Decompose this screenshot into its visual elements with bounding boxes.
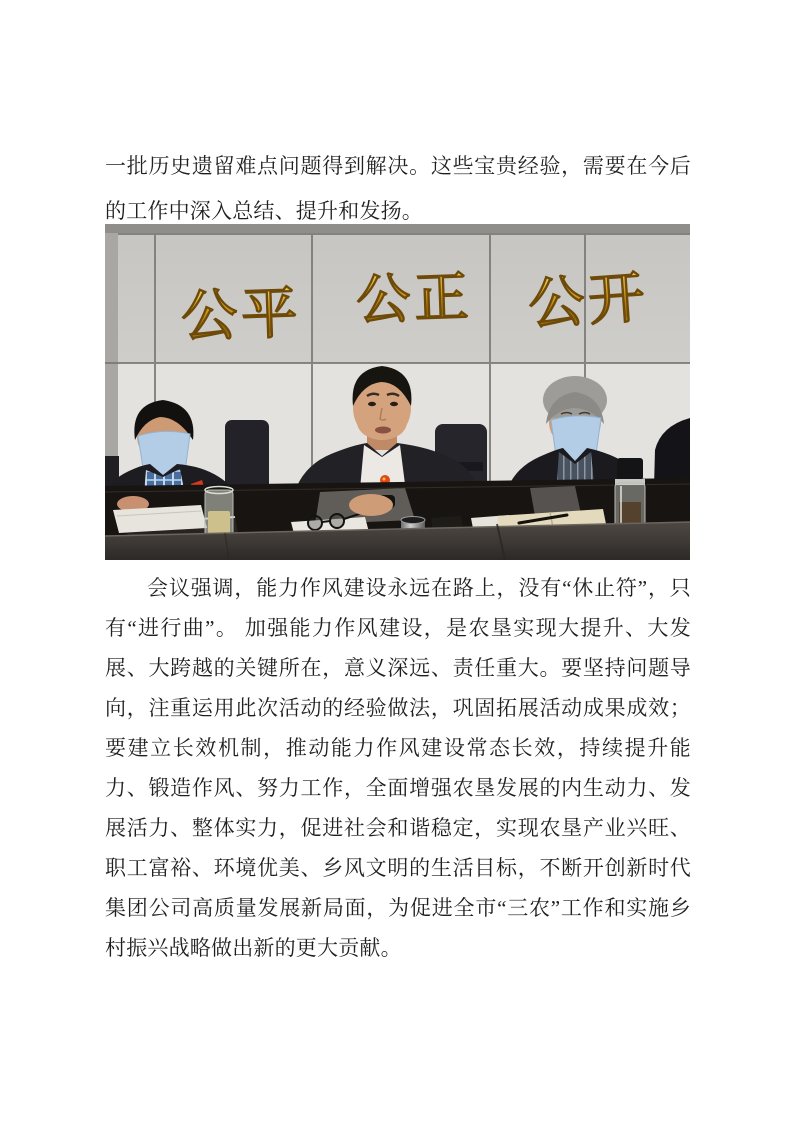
meeting-photo-canvas (105, 224, 690, 560)
meeting-photo (105, 224, 690, 560)
paragraph-bottom: 会议强调，能力作风建设永远在路上，没有“休止符”，只有“进行曲”。 加强能力作风建设，是农垦实现大提升、大发展、大跨越的关键所在，意义深远、责任重大。要坚持问题导向，注重运用此次活动的经验做法，巩固拓展活动成果成效；要建立长效机制，推动能力作风建设常态长效，持续提升能力、锻造作风、努力工作，全面增强农垦发展的内生动力、发展活力、整体实力，促进社会和谐稳定，实现农垦产业兴旺、职工富裕、环境优美、乡风文明的生活目标，不断开创新时代集团公司高质量发展新局面，为促进全市“三农”工作和实施乡村振兴战略做出新的更大贡献。 (105, 576, 691, 960)
banner-word-openness: 公开 (526, 266, 651, 337)
paragraph-top: 一批历史遗留难点问题得到解决。这些宝贵经验，需要在今后的工作中深入总结、提升和发扬。 (105, 154, 691, 223)
left-papers (113, 505, 207, 533)
middle-hands (349, 494, 393, 516)
middle-mouth (375, 427, 391, 434)
banner-word-justice: 公正 (355, 266, 474, 331)
banner-word-fairness: 公平 (180, 282, 303, 349)
